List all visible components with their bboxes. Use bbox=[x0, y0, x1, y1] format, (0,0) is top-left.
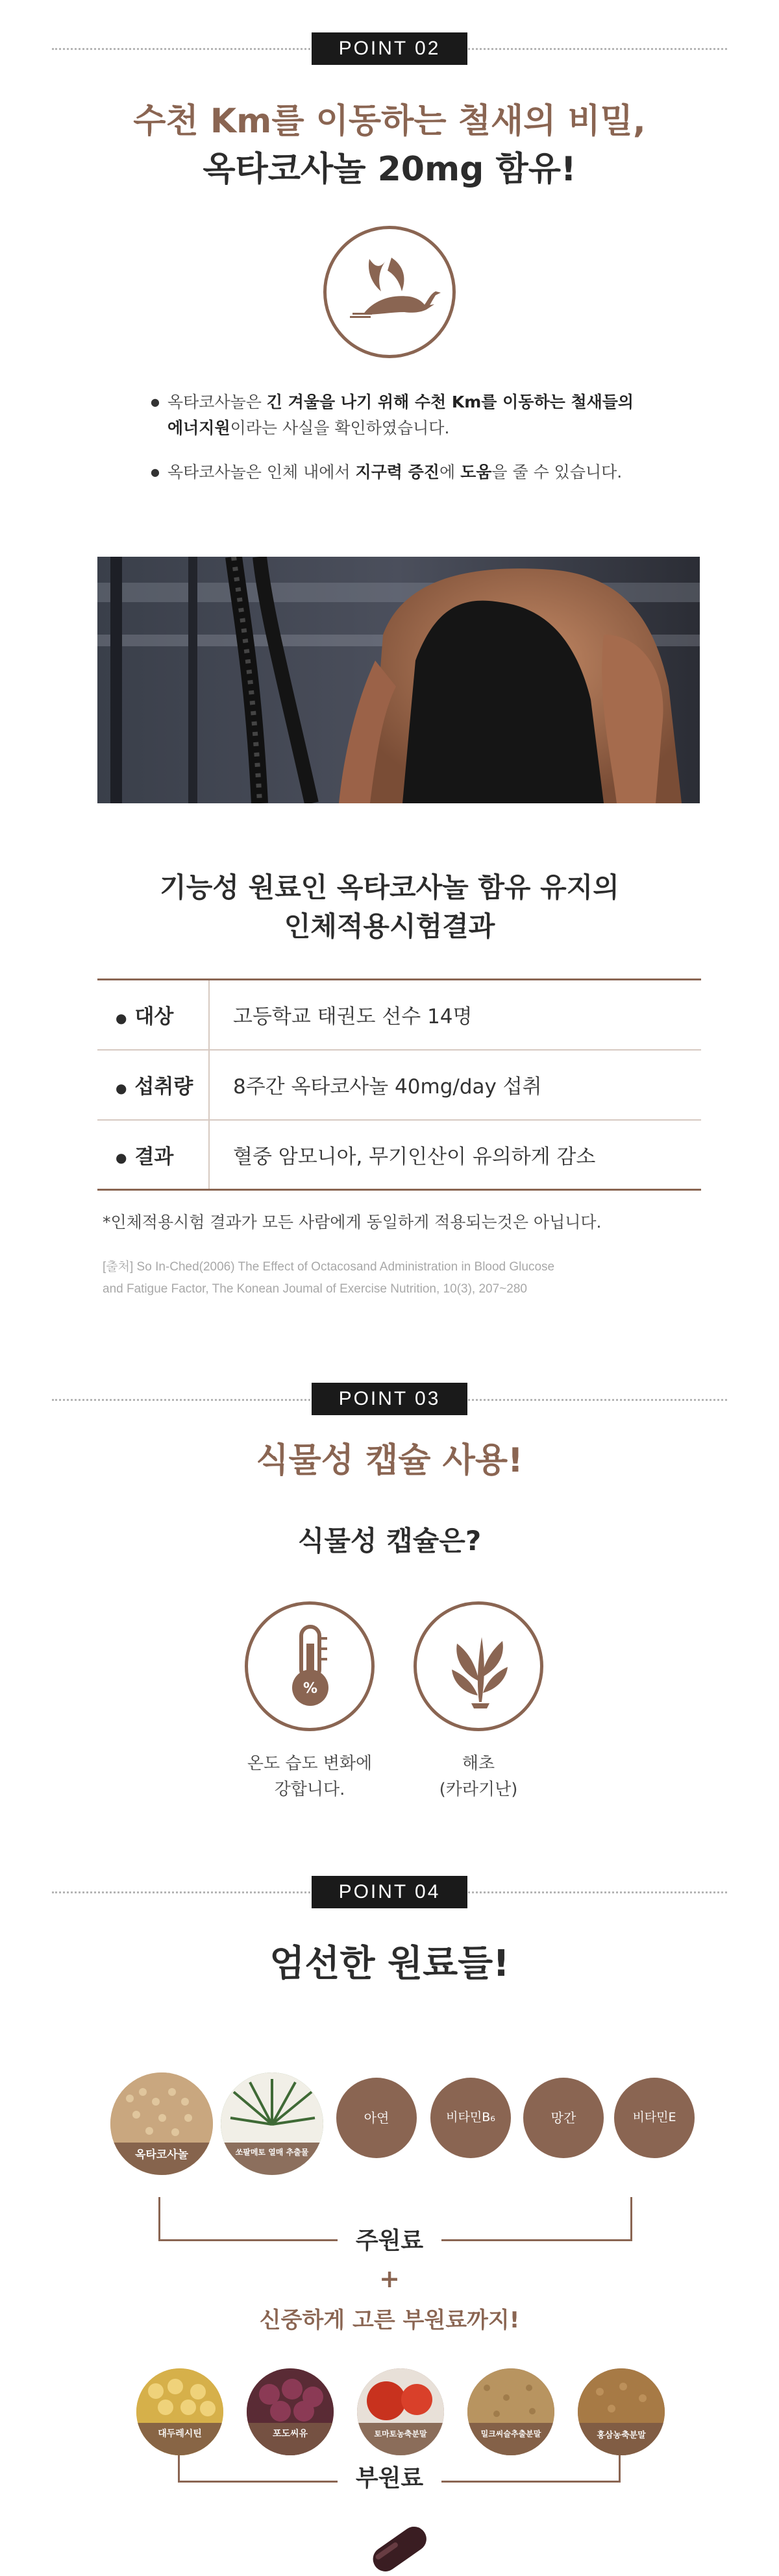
ingredient-label: 옥타코사놀 bbox=[134, 2148, 189, 2161]
svg-text:%: % bbox=[303, 1681, 318, 1697]
table-row: ● 대상 고등학교 태권도 선수 14명 bbox=[97, 980, 701, 1050]
ingredient-label: 포도씨유 bbox=[272, 2429, 308, 2439]
point-badge: POINT 02 bbox=[312, 32, 467, 65]
bullet-item: ● 옥타코사놀은 긴 겨울을 나기 위해 수천 Km를 이동하는 철새들의 에너지원이라는 사실을 확인하였습니다. bbox=[151, 389, 670, 441]
athlete-photo bbox=[97, 557, 700, 803]
study-result-table bbox=[97, 978, 701, 1191]
seaweed-icon bbox=[414, 1601, 543, 1731]
ingredient-red-ginseng bbox=[578, 2368, 665, 2455]
feature-seaweed bbox=[388, 1751, 569, 1803]
title-line-1: 수천 Km를 이동하는 철새의 비밀, bbox=[133, 102, 646, 141]
study-title-line-2: 인체적용시험결과 bbox=[284, 910, 495, 942]
ingredient-label: 홍삼농축분말 bbox=[597, 2431, 646, 2440]
point-badge: POINT 03 bbox=[312, 1383, 467, 1415]
row-key: 결과 bbox=[134, 1145, 174, 1169]
sub-ingredients-label: 부원료 bbox=[338, 2459, 441, 2498]
ingredient-label: 쏘팔메토 열매 추출물 bbox=[235, 2148, 309, 2157]
ingredient-grapeseed-oil bbox=[247, 2368, 334, 2455]
table-row: ● 섭취량 8주간 옥타코사놀 40mg/day 섭취 bbox=[97, 1050, 701, 1120]
ingredient-vitamin-e bbox=[614, 2078, 695, 2158]
capsule-icon bbox=[360, 2515, 438, 2573]
ingredient-tomato-powder bbox=[357, 2368, 444, 2455]
disclaimer-text: *인체적용시험 결과가 모든 사람에게 동일하게 적용되는것은 아닙니다. bbox=[103, 1213, 602, 1232]
ingredient-saw-palmetto bbox=[221, 2072, 323, 2175]
crane-bird-icon bbox=[323, 226, 456, 358]
feature-temperature bbox=[219, 1751, 401, 1803]
thermometer-icon bbox=[245, 1601, 375, 1731]
ingredient-manganese bbox=[523, 2078, 604, 2158]
feature-line: 강합니다. bbox=[274, 1780, 345, 1799]
ingredient-label: 비타민E bbox=[632, 2110, 676, 2124]
section-title: 엄선한 원료들! bbox=[269, 1943, 510, 1985]
ingredient-label: 망간 bbox=[550, 2110, 576, 2126]
row-value: 고등학교 태권도 선수 14명 bbox=[209, 980, 701, 1050]
study-title bbox=[0, 868, 779, 946]
feature-line: 온도 습도 변화에 bbox=[247, 1754, 373, 1773]
feature-line: (카라기난) bbox=[439, 1780, 518, 1799]
ingredient-label: 아연 bbox=[364, 2110, 390, 2126]
section-title: 식물성 캡슐 사용! bbox=[256, 1441, 523, 1480]
section-subtitle: 식물성 캡슐은? bbox=[297, 1525, 482, 1557]
source-line-1: [출처] So In-Ched(2006) The Effect of Octacosand Administration in Blood Glucose bbox=[103, 1260, 555, 1274]
study-title-line-1: 기능성 원료인 옥타코사놀 함유 유지의 bbox=[160, 871, 619, 903]
feature-bullets bbox=[151, 389, 670, 504]
ingredient-octacosanol bbox=[110, 2072, 213, 2175]
ingredient-soy-lecithin bbox=[136, 2368, 223, 2455]
ingredient-label: 토마토농축분말 bbox=[374, 2429, 427, 2438]
row-key: 섭취량 bbox=[134, 1075, 193, 1099]
source-citation bbox=[103, 1256, 687, 1300]
point-badge: POINT 04 bbox=[312, 1876, 467, 1908]
ingredient-vitamin-b6 bbox=[430, 2078, 511, 2158]
page-title bbox=[0, 97, 779, 193]
row-value: 8주간 옥타코사놀 40mg/day 섭취 bbox=[209, 1050, 701, 1120]
ingredient-zinc bbox=[336, 2078, 417, 2158]
main-ingredients-label: 주원료 bbox=[338, 2222, 441, 2261]
table-row: ● 결과 혈중 암모니아, 무기인산이 유의하게 감소 bbox=[97, 1120, 701, 1190]
ingredient-milk-thistle bbox=[467, 2368, 554, 2455]
row-key: 대상 bbox=[134, 1005, 174, 1029]
ingredient-label: 비타민B₆ bbox=[446, 2110, 495, 2124]
bullet-item: ● 옥타코사놀은 인체 내에서 지구력 증진에 도움을 줄 수 있습니다. bbox=[151, 459, 670, 485]
ingredient-label: 밀크씨슬추출분말 bbox=[480, 2429, 541, 2438]
ingredient-label: 대두레시틴 bbox=[158, 2429, 202, 2439]
feature-line: 해초 bbox=[462, 1754, 495, 1773]
sub-ingredients-heading: 신중하게 고른 부원료까지! bbox=[259, 2307, 520, 2333]
title-line-2: 옥타코사놀 20mg 함유! bbox=[203, 150, 576, 189]
source-line-2: and Fatigue Factor, The Konean Joumal of Exercise Nutrition, 10(3), 207~280 bbox=[103, 1282, 527, 1296]
plus-sign: + bbox=[379, 2265, 400, 2293]
row-value: 혈중 암모니아, 무기인산이 유의하게 감소 bbox=[209, 1120, 701, 1190]
